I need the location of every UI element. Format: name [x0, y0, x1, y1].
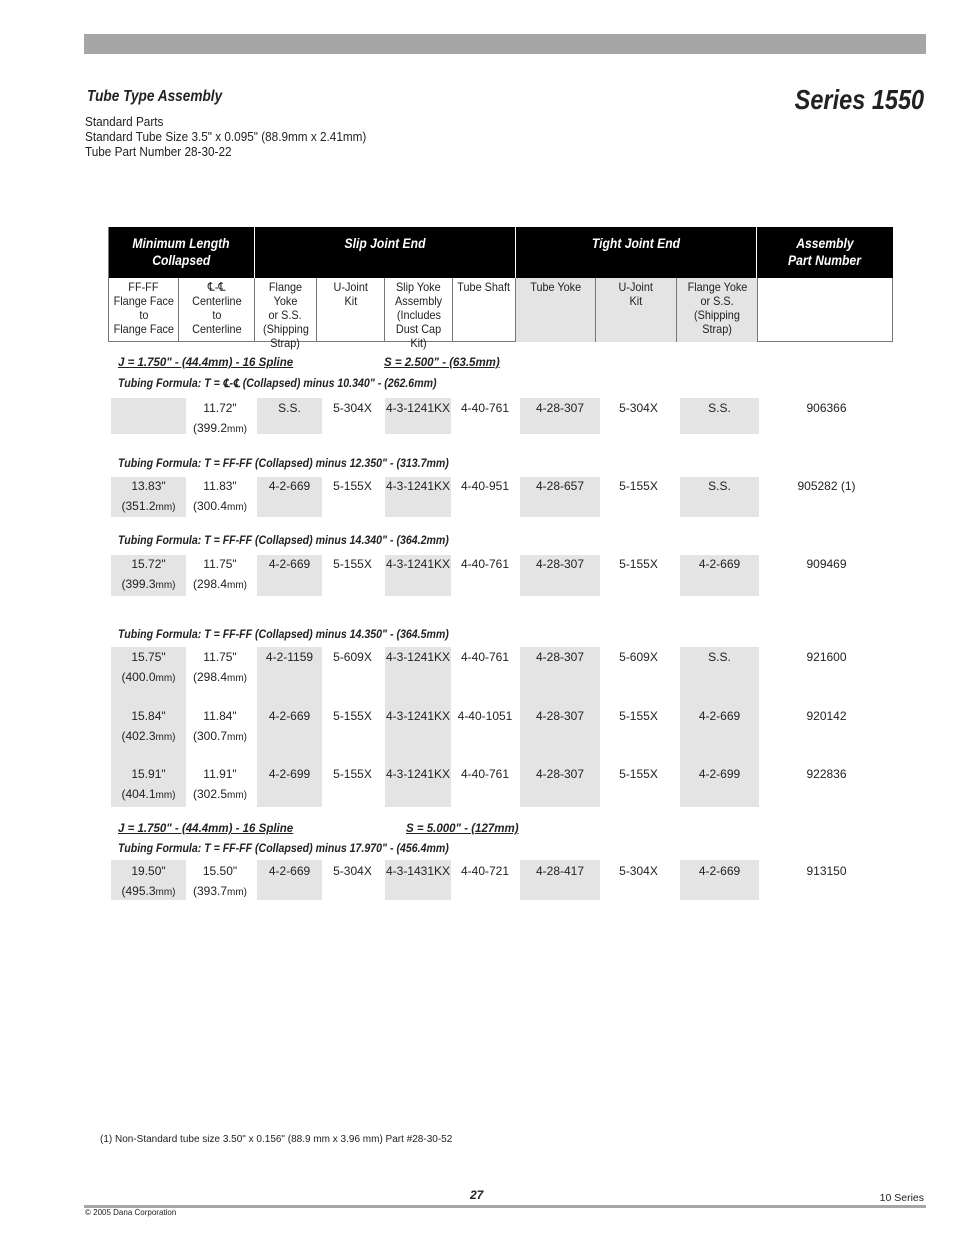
value-mm: [187, 667, 253, 689]
cell-assembly: 906366: [806, 401, 847, 415]
tubing-formula: [118, 535, 478, 547]
cell-tube-yoke: 4-28-307: [535, 767, 585, 781]
subheader-line: Flange Yoke: [268, 280, 303, 308]
subheader-line: Dust Cap Kit): [395, 322, 442, 350]
subheader-line: Assembly: [394, 294, 443, 308]
value-mm: [187, 496, 253, 518]
value-inches: 15.72": [131, 557, 166, 571]
cell-ujoint-slip: 5-304X: [333, 864, 372, 878]
value-mm-number: (393.7: [192, 884, 228, 898]
tubing-formula: [118, 458, 478, 470]
value-inches: 11.75": [203, 650, 237, 664]
cell-slip-yoke: 4-3-1241KX: [385, 479, 451, 493]
spline-spec: J = 1.750" - (44.4mm) - 16 Spline: [118, 357, 294, 369]
cell-ujoint-tight: 5-155X: [619, 557, 658, 571]
cell-ujoint-slip: 5-155X: [333, 767, 372, 781]
cell-ff: [111, 706, 186, 748]
value-mm-unit: mm): [155, 673, 176, 684]
spline-spec: J = 1.750" - (44.4mm) - 16 Spline: [118, 823, 294, 835]
cell-flange-slip: 4-2-669: [268, 557, 311, 571]
cell-cl: [187, 398, 253, 440]
slip-spec: S = 5.000" - (127mm): [406, 823, 519, 835]
cell-tube-yoke: 4-28-307: [535, 709, 585, 723]
column-shade: [111, 398, 186, 434]
subheader-line: Centerline: [191, 322, 242, 336]
value-mm-unit: mm): [227, 887, 248, 898]
subheader-assembly: [758, 278, 893, 342]
value-mm-number: (400.0: [121, 670, 156, 684]
tubing-formula-text: Tubing Formula: T = FF-FF (Collapsed) minus 14.340" - (364.2mm): [118, 535, 449, 547]
subheader-ff: [109, 278, 179, 342]
subheader-line: Tube Yoke: [530, 280, 581, 294]
subheader-ujoint-slip: [317, 278, 385, 342]
cell-flange-tight: S.S.: [708, 650, 731, 664]
value-mm: [111, 667, 186, 689]
value-mm-unit: mm): [155, 790, 176, 801]
cell-ff: [111, 554, 186, 596]
cell-tube-yoke: 4-28-307: [535, 401, 585, 415]
tubing-formula: [118, 629, 478, 641]
cell-tube-yoke: 4-28-657: [535, 479, 585, 493]
value-mm: [111, 881, 186, 903]
subheader-line: Slip Yoke: [396, 280, 441, 294]
cell-cl: [187, 764, 253, 806]
value-mm-number: (399.3: [121, 577, 156, 591]
cell-flange-slip: 4-2-669: [268, 864, 311, 878]
cell-ujoint-tight: 5-304X: [619, 864, 658, 878]
subheader-line: U-Joint: [618, 280, 654, 294]
tubing-formula: [118, 843, 478, 855]
value-mm-number: (300.4: [192, 499, 228, 513]
cell-tube-shaft: 4-40-951: [460, 479, 510, 493]
subheader-line: Flange Face: [113, 322, 174, 336]
subheader-line: (Includes: [396, 308, 441, 322]
subheader-line: Strap): [702, 322, 732, 336]
subheader-line: Tube Shaft: [457, 280, 511, 294]
subheader-line: ℄-℄: [207, 280, 226, 294]
subheader-cl: [179, 278, 255, 342]
value-mm-unit: mm): [155, 732, 176, 743]
tubing-formula-text: Tubing Formula: T = FF-FF (Collapsed) minus 12.350" - (313.7mm): [118, 458, 449, 470]
cell-cl: [187, 554, 253, 596]
cell-tube-shaft: 4-40-761: [460, 557, 510, 571]
cell-tube-yoke: 4-28-417: [535, 864, 585, 878]
cell-tube-shaft: 4-40-721: [460, 864, 510, 878]
subheader-line: U-Joint: [333, 280, 368, 294]
cell-flange-slip: 4-2-699: [268, 767, 311, 781]
header-slip-joint: Slip Joint End: [255, 227, 515, 278]
value-inches: 11.83": [203, 479, 237, 493]
cell-flange-slip: S.S.: [278, 401, 301, 415]
value-mm: [111, 574, 186, 596]
cell-tube-shaft: 4-40-1051: [457, 709, 513, 723]
value-mm-unit: mm): [155, 502, 176, 513]
cell-cl: [187, 647, 253, 689]
subheader-slip-yoke: [385, 278, 453, 350]
value-mm-unit: mm): [227, 790, 248, 801]
value-inches: 15.75": [131, 650, 166, 664]
cell-flange-slip: 4-2-669: [268, 709, 311, 723]
cell-flange-tight: 4-2-669: [698, 709, 741, 723]
value-inches: 15.84": [131, 709, 166, 723]
value-mm-number: (302.5: [192, 787, 228, 801]
header-assembly: Assembly Part Number: [757, 227, 893, 278]
header-min-length: Minimum Length Collapsed: [108, 227, 254, 278]
value-mm-unit: mm): [227, 673, 248, 684]
subheader-line: Flange Yoke: [687, 280, 747, 294]
cell-flange-tight: 4-2-669: [698, 557, 741, 571]
value-mm-number: (298.4: [192, 577, 228, 591]
cell-ff: [111, 861, 186, 903]
cell-flange-tight: S.S.: [708, 401, 731, 415]
value-mm-number: (404.1: [121, 787, 156, 801]
cell-ujoint-tight: 5-304X: [619, 401, 658, 415]
value-mm-unit: mm): [227, 502, 248, 513]
cell-assembly: 909469: [806, 557, 847, 571]
cell-slip-yoke: 4-3-1241KX: [385, 650, 451, 664]
standard-line: Standard Tube Size 3.5" x 0.095" (88.9mm x 2.41mm): [85, 130, 367, 144]
subheader-line: Kit: [344, 294, 357, 308]
value-mm-number: (351.2: [121, 499, 156, 513]
cell-assembly: 922836: [806, 767, 847, 781]
subheader-line: Kit: [629, 294, 643, 308]
value-mm-number: (402.3: [121, 729, 156, 743]
value-mm-unit: mm): [227, 424, 248, 435]
value-inches: 11.75": [203, 557, 237, 571]
cell-cl: [187, 476, 253, 518]
cell-flange-tight: S.S.: [708, 479, 731, 493]
series-label: 10 Series: [879, 1192, 924, 1204]
subheader-line: Flange Face: [113, 294, 174, 308]
cell-ujoint-tight: 5-155X: [619, 479, 658, 493]
cell-ujoint-slip: 5-304X: [333, 401, 372, 415]
cell-ujoint-slip: 5-155X: [333, 709, 372, 723]
slip-spec: S = 2.500" - (63.5mm): [384, 357, 500, 369]
cell-slip-yoke: 4-3-1241KX: [385, 767, 451, 781]
standard-line: Tube Part Number 28-30-22: [85, 145, 232, 159]
cell-tube-shaft: 4-40-761: [460, 767, 510, 781]
subheader-line: Strap): [270, 336, 301, 350]
cell-flange-tight: 4-2-669: [698, 864, 741, 878]
copyright: © 2005 Dana Corporation: [85, 1208, 177, 1217]
subheader-line: to: [211, 308, 222, 322]
subheader-line: FF-FF: [128, 280, 159, 294]
cell-ujoint-tight: 5-609X: [619, 650, 658, 664]
series-title: Series 1550: [794, 84, 924, 115]
cell-ff: [111, 764, 186, 806]
value-mm: [111, 784, 186, 806]
cell-flange-slip: 4-2-1159: [265, 650, 314, 664]
cell-cl: [187, 861, 253, 903]
cell-flange-tight: 4-2-699: [698, 767, 741, 781]
page-number: 27: [470, 1188, 484, 1202]
cell-tube-yoke: 4-28-307: [535, 557, 585, 571]
subheader-flange-yoke-slip: [255, 278, 317, 350]
value-mm: [111, 726, 186, 748]
cell-slip-yoke: 4-3-1241KX: [385, 709, 451, 723]
cell-ujoint-slip: 5-609X: [333, 650, 372, 664]
cell-tube-shaft: 4-40-761: [460, 650, 510, 664]
cell-ff: [111, 647, 186, 689]
subheader-line: (Shipping: [262, 322, 309, 336]
footnote: (1) Non-Standard tube size 3.50" x 0.156" (88.9 mm x 3.96 mm) Part #28-30-52: [100, 1134, 453, 1145]
cell-tube-yoke: 4-28-307: [535, 650, 585, 664]
value-mm: [187, 574, 253, 596]
subheader-tube-shaft: [453, 278, 516, 342]
cell-slip-yoke: 4-3-1431KX: [385, 864, 451, 878]
tubing-formula-text: Tubing Formula: T = FF-FF (Collapsed) minus 14.350" - (364.5mm): [118, 629, 449, 641]
value-mm-number: (399.2: [192, 421, 228, 435]
bottom-rule: [84, 1205, 926, 1208]
value-mm-unit: mm): [155, 580, 176, 591]
cell-ujoint-slip: 5-155X: [333, 557, 372, 571]
cell-ujoint-tight: 5-155X: [619, 709, 658, 723]
value-mm-unit: mm): [227, 732, 248, 743]
value-mm: [187, 784, 253, 806]
value-mm: [187, 418, 253, 440]
cell-ff: [111, 476, 186, 518]
header-tight-joint: Tight Joint End: [516, 227, 756, 278]
subheader-line: (Shipping: [694, 308, 740, 322]
cell-slip-yoke: 4-3-1241KX: [385, 401, 451, 415]
value-inches: 13.83": [131, 479, 166, 493]
value-mm: [111, 496, 186, 518]
cell-cl: [187, 706, 253, 748]
cell-ujoint-tight: 5-155X: [619, 767, 658, 781]
value-mm: [187, 726, 253, 748]
value-inches: 11.91": [203, 767, 237, 781]
section-title: Tube Type Assembly: [87, 88, 223, 105]
cell-ujoint-slip: 5-155X: [333, 479, 372, 493]
value-inches: 19.50": [131, 864, 166, 878]
subheader-line: to: [138, 308, 149, 322]
cell-assembly: 905282 (1): [797, 479, 856, 493]
value-mm-number: (300.7: [192, 729, 228, 743]
cell-assembly: 920142: [806, 709, 847, 723]
standard-parts-block: [85, 115, 366, 160]
cell-assembly: 913150: [806, 864, 847, 878]
value-inches: 15.50": [202, 864, 238, 878]
value-mm-number: (298.4: [192, 670, 228, 684]
subheader-tube-yoke: [516, 278, 596, 342]
value-mm-number: (495.3: [121, 884, 156, 898]
value-mm-unit: mm): [227, 580, 248, 591]
subheader-flange-yoke-tight: [677, 278, 758, 342]
standard-line: Standard Parts: [85, 115, 164, 129]
value-inches: 11.72": [203, 401, 237, 415]
subheader-ujoint-tight: [596, 278, 677, 342]
subheader-line: or S.S.: [700, 294, 734, 308]
tubing-formula-text: Tubing Formula: T = FF-FF (Collapsed) minus 17.970" - (456.4mm): [118, 843, 449, 855]
subheader-line: Centerline: [191, 294, 242, 308]
tubing-formula: [118, 376, 464, 390]
value-inches: 11.84": [203, 709, 237, 723]
top-rule: [84, 34, 926, 54]
value-mm-unit: mm): [155, 887, 176, 898]
table-subheader: [108, 227, 893, 350]
cell-assembly: 921600: [806, 650, 847, 664]
tubing-formula-text: Tubing Formula: T = ℄-℄ (Collapsed) minus 10.340" - (262.6mm): [118, 378, 437, 390]
value-inches: 15.91": [131, 767, 166, 781]
value-mm: [187, 881, 253, 903]
cell-slip-yoke: 4-3-1241KX: [385, 557, 451, 571]
subheader-line: or S.S.: [268, 308, 303, 322]
cell-flange-slip: 4-2-669: [268, 479, 311, 493]
cell-tube-shaft: 4-40-761: [460, 401, 510, 415]
